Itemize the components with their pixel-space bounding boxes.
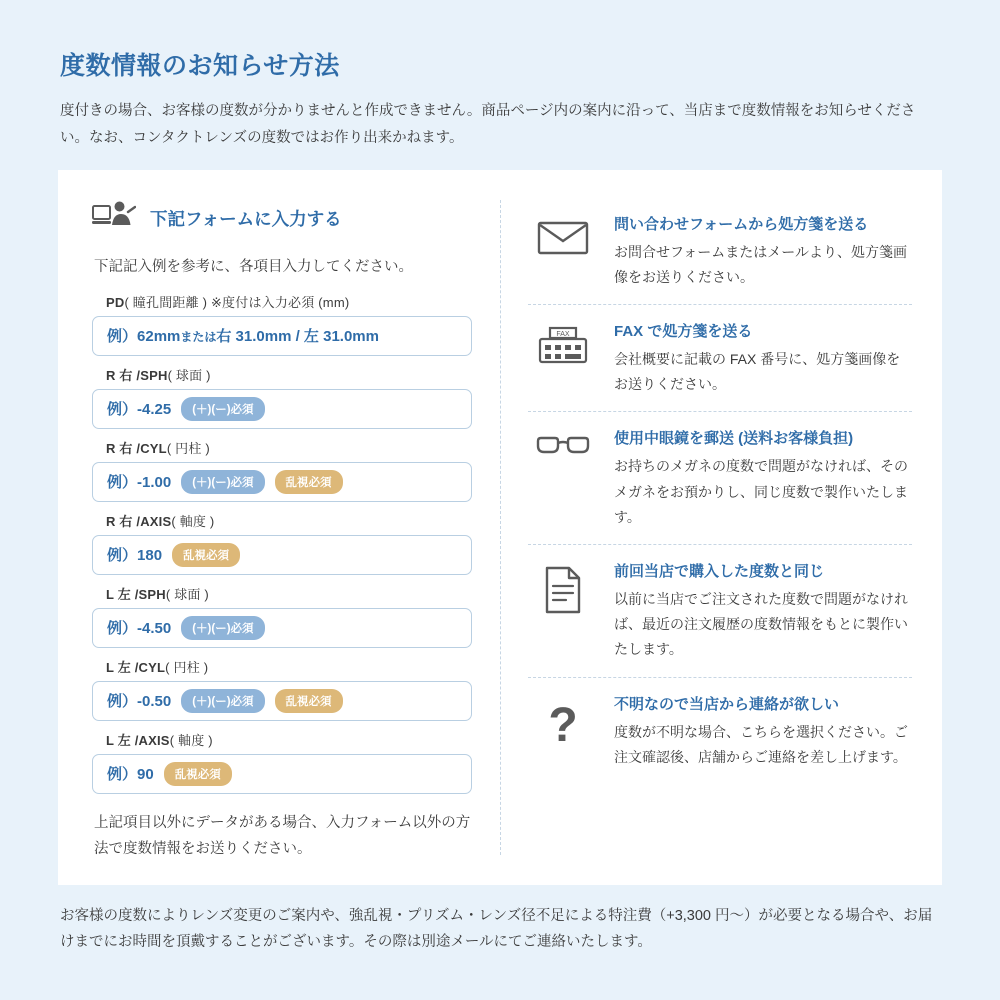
- option-mail-glasses[interactable]: [528, 411, 912, 544]
- field-r-cyl-input[interactable]: [92, 462, 472, 502]
- option-text: お持ちのメガネの度数で問題がなければ、そのメガネをお預かりし、同じ度数で製作いたします。: [614, 458, 908, 525]
- left-heading-label: 下記フォームに入力する: [150, 208, 342, 229]
- intro-text: 度付きの場合、お客様の度数が分かりませんと作成できません。商品ページ内の案内に沿って、当店まで度数情報をお知らせください。なお、コンタクトレンズの度数ではお作り出来かねます。: [60, 103, 916, 146]
- badge-astigmatism-required: 乱視必須: [164, 762, 232, 786]
- left-column: [58, 170, 500, 885]
- option-text: 度数が不明な場合、こちらを選択ください。ご注文確認後、店舗からご連絡を差し上げます。: [614, 723, 908, 765]
- field-r-cyl: [92, 438, 472, 502]
- person-laptop-icon: [92, 200, 136, 237]
- field-l-axis-input[interactable]: [92, 754, 472, 794]
- field-pd-input[interactable]: [92, 316, 472, 356]
- field-l-sph-example: 例）-4.50: [107, 620, 172, 638]
- field-r-cyl-label: R 右 /CYL( 円柱 ): [106, 440, 210, 456]
- fax-icon: [532, 320, 594, 397]
- field-l-cyl-example: 例）-0.50: [107, 693, 172, 711]
- field-l-axis-example: 例）90: [107, 766, 154, 784]
- field-pd: [92, 292, 472, 356]
- envelope-icon: [532, 213, 594, 290]
- field-r-cyl-example: 例）-1.00: [107, 474, 172, 492]
- right-column: [500, 170, 942, 885]
- badge-astigmatism-required: 乱視必須: [275, 689, 343, 713]
- field-r-axis-example: 例）180: [107, 547, 163, 565]
- badge-sign-required: (＋)(ー)必須: [181, 470, 264, 494]
- field-l-cyl-input[interactable]: [92, 681, 472, 721]
- footnote-text: お客様の度数によりレンズ変更のご案内や、強乱視・プリズム・レンズ径不足による特注費（+3,300 円〜）が必要となる場合や、お届けまでにお時間を頂戴することがございます。その際は別途メールにてご連絡いたします。: [60, 907, 933, 951]
- left-footer-text: 上記項目以外にデータがある場合、入力フォーム以外の方法で度数情報をお送りください。: [94, 814, 471, 858]
- field-r-axis: [92, 511, 472, 575]
- question-mark-icon: [532, 693, 594, 770]
- field-r-sph-input[interactable]: [92, 389, 472, 429]
- badge-sign-required: (＋)(ー)必須: [181, 616, 264, 640]
- field-l-sph: [92, 584, 472, 648]
- field-l-axis-label: L 左 /AXIS( 軸度 ): [106, 732, 213, 748]
- field-pd-label: PD( 瞳孔間距離 ) ※度付は入力必須 (mm): [106, 294, 350, 310]
- field-l-sph-input[interactable]: [92, 608, 472, 648]
- svg-text:FAX: FAX: [556, 331, 570, 338]
- badge-sign-required: (＋)(ー)必須: [181, 689, 264, 713]
- option-text: 会社概要に記載の FAX 番号に、処方箋画像をお送りください。: [614, 351, 901, 393]
- option-text: お問合せフォームまたはメールより、処方箋画像をお送りください。: [614, 243, 908, 285]
- field-l-cyl-label: L 左 /CYL( 円柱 ): [106, 659, 209, 675]
- option-title: 使用中眼鏡を郵送 (送料お客様負担): [614, 430, 854, 448]
- document-icon: [532, 560, 594, 663]
- badge-astigmatism-required: 乱視必須: [172, 543, 240, 567]
- field-l-cyl: [92, 657, 472, 721]
- badge-sign-required: (＋)(ー)必須: [181, 397, 264, 421]
- option-contact-me[interactable]: [528, 677, 912, 784]
- column-divider: [500, 200, 501, 855]
- glasses-icon: [532, 427, 594, 530]
- option-previous-order[interactable]: [528, 544, 912, 677]
- left-heading-row: [92, 200, 472, 237]
- option-title: 問い合わせフォームから処方箋を送る: [614, 215, 869, 233]
- page-title: 度数情報のお知らせ方法: [60, 52, 340, 80]
- info-card: [58, 170, 942, 885]
- svg-text:?: ?: [548, 698, 578, 749]
- field-l-axis: [92, 730, 472, 794]
- option-title: FAX で処方箋を送る: [614, 323, 753, 340]
- option-fax[interactable]: [528, 304, 912, 411]
- left-subheading: 下記記入例を参考に、各項目入力してください。: [94, 258, 413, 275]
- option-inquiry-form[interactable]: [528, 198, 912, 304]
- option-text: 以前に当店でご注文された度数で問題がなければ、最近の注文履歴の度数情報をもとに製作いたします。: [614, 590, 908, 658]
- field-r-sph-label: R 右 /SPH( 球面 ): [106, 367, 211, 383]
- field-r-axis-input[interactable]: [92, 535, 472, 575]
- field-r-axis-label: R 右 /AXIS( 軸度 ): [106, 513, 215, 529]
- option-title: 不明なので当店から連絡が欲しい: [614, 695, 840, 713]
- field-r-sph-example: 例）-4.25: [107, 401, 172, 419]
- field-l-sph-label: L 左 /SPH( 球面 ): [106, 586, 209, 602]
- field-r-sph: [92, 365, 472, 429]
- option-title: 前回当店で購入した度数と同じ: [614, 562, 825, 580]
- field-pd-example: 例）62mmまたは右 31.0mm / 左 31.0mm: [107, 328, 379, 346]
- badge-astigmatism-required: 乱視必須: [275, 470, 343, 494]
